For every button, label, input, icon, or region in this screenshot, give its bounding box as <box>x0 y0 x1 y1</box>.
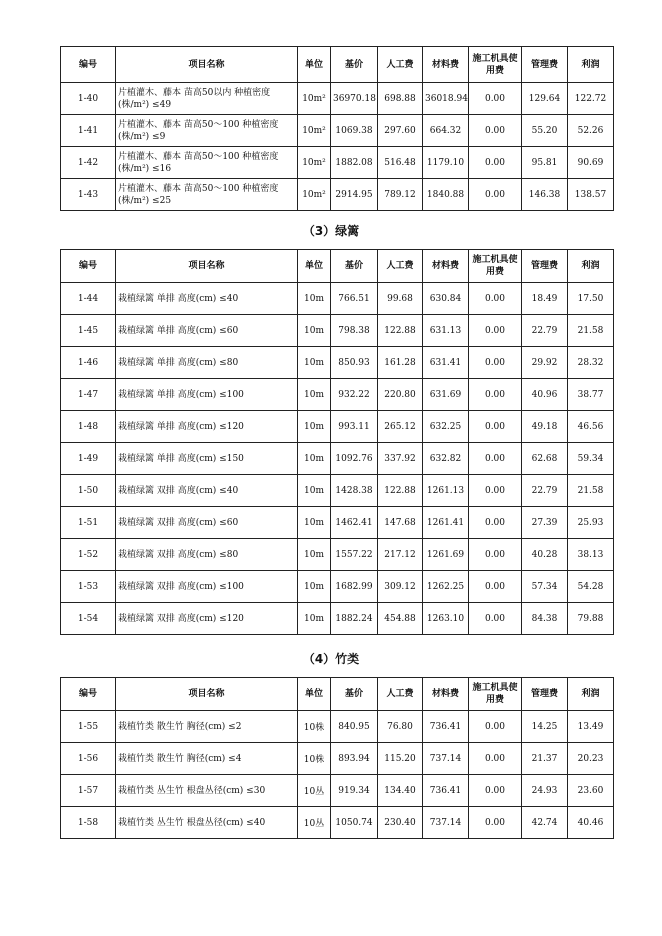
table-body <box>61 83 614 211</box>
cell-labor-cost: 147.68 <box>378 507 423 539</box>
header-code: 编号 <box>61 678 116 711</box>
cell-base-price: 1050.74 <box>331 807 378 839</box>
header-labor-cost: 人工费 <box>378 47 423 83</box>
cell-code: 1-48 <box>61 411 116 443</box>
header-machinery-cost: 施工机具使用费 <box>469 250 522 283</box>
cell-code: 1-43 <box>61 179 116 211</box>
cell-code: 1-40 <box>61 83 116 115</box>
cell-code: 1-58 <box>61 807 116 839</box>
cell-item-name: 栽植竹类 散生竹 胸径(cm) ≤2 <box>116 711 298 743</box>
cell-machinery-cost: 0.00 <box>469 83 522 115</box>
cell-material-cost: 1840.88 <box>423 179 469 211</box>
cell-machinery-cost: 0.00 <box>469 507 522 539</box>
table-row <box>61 347 614 379</box>
cell-code: 1-47 <box>61 379 116 411</box>
cell-labor-cost: 309.12 <box>378 571 423 603</box>
table-row <box>61 83 614 115</box>
cell-unit: 10m <box>298 443 331 475</box>
cell-base-price: 932.22 <box>331 379 378 411</box>
table-row <box>61 807 614 839</box>
cell-code: 1-45 <box>61 315 116 347</box>
cell-base-price: 1882.08 <box>331 147 378 179</box>
table-row <box>61 379 614 411</box>
cell-code: 1-46 <box>61 347 116 379</box>
cell-item-name: 栽植竹类 散生竹 胸径(cm) ≤4 <box>116 743 298 775</box>
cell-profit: 20.23 <box>568 743 614 775</box>
cell-labor-cost: 122.88 <box>378 315 423 347</box>
cell-profit: 23.60 <box>568 775 614 807</box>
cell-labor-cost: 516.48 <box>378 147 423 179</box>
header-row <box>61 250 614 283</box>
table-row <box>61 743 614 775</box>
cell-machinery-cost: 0.00 <box>469 283 522 315</box>
cell-machinery-cost: 0.00 <box>469 379 522 411</box>
cell-code: 1-41 <box>61 115 116 147</box>
cell-item-name: 栽植绿篱 双排 高度(cm) ≤100 <box>116 571 298 603</box>
cell-labor-cost: 76.80 <box>378 711 423 743</box>
cell-management-fee: 55.20 <box>522 115 568 147</box>
cell-item-name: 栽植绿篱 单排 高度(cm) ≤40 <box>116 283 298 315</box>
cell-labor-cost: 115.20 <box>378 743 423 775</box>
header-unit: 单位 <box>298 47 331 83</box>
quota-table-shrubs <box>60 46 614 211</box>
header-unit: 单位 <box>298 250 331 283</box>
cell-machinery-cost: 0.00 <box>469 711 522 743</box>
cell-management-fee: 129.64 <box>522 83 568 115</box>
cell-machinery-cost: 0.00 <box>469 179 522 211</box>
cell-unit: 10m <box>298 507 331 539</box>
quota-table-bamboo <box>60 677 614 839</box>
cell-unit: 10m <box>298 379 331 411</box>
cell-management-fee: 27.39 <box>522 507 568 539</box>
cell-profit: 52.26 <box>568 115 614 147</box>
cell-code: 1-50 <box>61 475 116 507</box>
cell-profit: 28.32 <box>568 347 614 379</box>
cell-base-price: 798.38 <box>331 315 378 347</box>
cell-profit: 25.93 <box>568 507 614 539</box>
header-unit: 单位 <box>298 678 331 711</box>
cell-unit: 10m <box>298 603 331 635</box>
table-row <box>61 603 614 635</box>
header-material-cost: 材料费 <box>423 47 469 83</box>
cell-labor-cost: 99.68 <box>378 283 423 315</box>
header-management-fee: 管理费 <box>522 678 568 711</box>
cell-code: 1-42 <box>61 147 116 179</box>
cell-base-price: 36970.18 <box>331 83 378 115</box>
cell-labor-cost: 698.88 <box>378 83 423 115</box>
cell-material-cost: 664.32 <box>423 115 469 147</box>
table-row <box>61 179 614 211</box>
header-row <box>61 678 614 711</box>
header-management-fee: 管理费 <box>522 47 568 83</box>
cell-code: 1-51 <box>61 507 116 539</box>
table-row <box>61 539 614 571</box>
cell-labor-cost: 789.12 <box>378 179 423 211</box>
cell-labor-cost: 454.88 <box>378 603 423 635</box>
cell-labor-cost: 265.12 <box>378 411 423 443</box>
cell-management-fee: 95.81 <box>522 147 568 179</box>
cell-management-fee: 62.68 <box>522 443 568 475</box>
cell-unit: 10m² <box>298 83 331 115</box>
cell-item-name: 栽植绿篱 单排 高度(cm) ≤80 <box>116 347 298 379</box>
cell-material-cost: 1263.10 <box>423 603 469 635</box>
cell-machinery-cost: 0.00 <box>469 807 522 839</box>
cell-unit: 10株 <box>298 711 331 743</box>
header-base-price: 基价 <box>331 678 378 711</box>
cell-profit: 122.72 <box>568 83 614 115</box>
table-row <box>61 147 614 179</box>
cell-labor-cost: 230.40 <box>378 807 423 839</box>
cell-code: 1-44 <box>61 283 116 315</box>
cell-item-name: 栽植竹类 丛生竹 根盘丛径(cm) ≤40 <box>116 807 298 839</box>
cell-management-fee: 22.79 <box>522 475 568 507</box>
header-base-price: 基价 <box>331 250 378 283</box>
cell-base-price: 1462.41 <box>331 507 378 539</box>
cell-item-name: 栽植绿篱 双排 高度(cm) ≤120 <box>116 603 298 635</box>
cell-machinery-cost: 0.00 <box>469 571 522 603</box>
table-row <box>61 507 614 539</box>
header-item-name: 项目名称 <box>116 678 298 711</box>
cell-management-fee: 22.79 <box>522 315 568 347</box>
table-row <box>61 475 614 507</box>
cell-item-name: 栽植绿篱 单排 高度(cm) ≤150 <box>116 443 298 475</box>
cell-material-cost: 631.41 <box>423 347 469 379</box>
header-code: 编号 <box>61 250 116 283</box>
header-item-name: 项目名称 <box>116 47 298 83</box>
cell-machinery-cost: 0.00 <box>469 115 522 147</box>
cell-material-cost: 632.25 <box>423 411 469 443</box>
cell-management-fee: 29.92 <box>522 347 568 379</box>
cell-material-cost: 736.41 <box>423 775 469 807</box>
header-profit: 利润 <box>568 678 614 711</box>
cell-profit: 21.58 <box>568 315 614 347</box>
cell-profit: 21.58 <box>568 475 614 507</box>
section-title-bamboo: （4）竹类 <box>302 652 360 666</box>
cell-machinery-cost: 0.00 <box>469 147 522 179</box>
cell-material-cost: 736.41 <box>423 711 469 743</box>
cell-base-price: 1428.38 <box>331 475 378 507</box>
cell-labor-cost: 161.28 <box>378 347 423 379</box>
cell-unit: 10m <box>298 475 331 507</box>
cell-unit: 10m <box>298 539 331 571</box>
cell-base-price: 1069.38 <box>331 115 378 147</box>
cell-base-price: 1682.99 <box>331 571 378 603</box>
cell-material-cost: 1262.25 <box>423 571 469 603</box>
cell-unit: 10m² <box>298 179 331 211</box>
cell-base-price: 1092.76 <box>331 443 378 475</box>
cell-profit: 90.69 <box>568 147 614 179</box>
cell-profit: 40.46 <box>568 807 614 839</box>
cell-unit: 10m² <box>298 115 331 147</box>
cell-item-name: 栽植竹类 丛生竹 根盘丛径(cm) ≤30 <box>116 775 298 807</box>
header-row <box>61 47 614 83</box>
cell-material-cost: 1261.13 <box>423 475 469 507</box>
cell-machinery-cost: 0.00 <box>469 603 522 635</box>
cell-code: 1-57 <box>61 775 116 807</box>
cell-labor-cost: 297.60 <box>378 115 423 147</box>
cell-labor-cost: 220.80 <box>378 379 423 411</box>
cell-material-cost: 737.14 <box>423 807 469 839</box>
cell-labor-cost: 337.92 <box>378 443 423 475</box>
cell-base-price: 2914.95 <box>331 179 378 211</box>
cell-machinery-cost: 0.00 <box>469 347 522 379</box>
cell-machinery-cost: 0.00 <box>469 743 522 775</box>
cell-management-fee: 18.49 <box>522 283 568 315</box>
cell-unit: 10m <box>298 347 331 379</box>
cell-code: 1-56 <box>61 743 116 775</box>
cell-unit: 10m² <box>298 147 331 179</box>
cell-base-price: 1557.22 <box>331 539 378 571</box>
cell-labor-cost: 122.88 <box>378 475 423 507</box>
cell-material-cost: 631.69 <box>423 379 469 411</box>
table-header <box>61 250 614 283</box>
table-row <box>61 315 614 347</box>
cell-management-fee: 146.38 <box>522 179 568 211</box>
cell-unit: 10丛 <box>298 807 331 839</box>
cell-management-fee: 40.28 <box>522 539 568 571</box>
cell-base-price: 766.51 <box>331 283 378 315</box>
table-header <box>61 678 614 711</box>
cell-item-name: 片植灌木、藤本 苗高50以内 种植密度(株/m²) ≤49 <box>116 83 298 115</box>
cell-management-fee: 21.37 <box>522 743 568 775</box>
header-material-cost: 材料费 <box>423 678 469 711</box>
cell-profit: 54.28 <box>568 571 614 603</box>
cell-material-cost: 630.84 <box>423 283 469 315</box>
cell-profit: 38.13 <box>568 539 614 571</box>
cell-machinery-cost: 0.00 <box>469 443 522 475</box>
cell-machinery-cost: 0.00 <box>469 411 522 443</box>
cell-machinery-cost: 0.00 <box>469 475 522 507</box>
table-row <box>61 443 614 475</box>
table-row <box>61 711 614 743</box>
header-code: 编号 <box>61 47 116 83</box>
table-row <box>61 571 614 603</box>
cell-item-name: 栽植绿篱 双排 高度(cm) ≤60 <box>116 507 298 539</box>
header-profit: 利润 <box>568 250 614 283</box>
cell-management-fee: 57.34 <box>522 571 568 603</box>
cell-profit: 59.34 <box>568 443 614 475</box>
table-row <box>61 115 614 147</box>
cell-profit: 46.56 <box>568 411 614 443</box>
cell-profit: 38.77 <box>568 379 614 411</box>
cell-item-name: 片植灌木、藤本 苗高50～100 种植密度(株/m²) ≤25 <box>116 179 298 211</box>
table-body <box>61 711 614 839</box>
cell-code: 1-54 <box>61 603 116 635</box>
cell-profit: 17.50 <box>568 283 614 315</box>
cell-management-fee: 14.25 <box>522 711 568 743</box>
table-header <box>61 47 614 83</box>
cell-item-name: 栽植绿篱 双排 高度(cm) ≤80 <box>116 539 298 571</box>
header-labor-cost: 人工费 <box>378 250 423 283</box>
header-machinery-cost: 施工机具使用费 <box>469 678 522 711</box>
cell-code: 1-55 <box>61 711 116 743</box>
cell-base-price: 850.93 <box>331 347 378 379</box>
cell-material-cost: 1179.10 <box>423 147 469 179</box>
section-title-hedges: （3）绿篱 <box>302 224 360 238</box>
cell-material-cost: 1261.69 <box>423 539 469 571</box>
cell-labor-cost: 134.40 <box>378 775 423 807</box>
header-item-name: 项目名称 <box>116 250 298 283</box>
cell-machinery-cost: 0.00 <box>469 315 522 347</box>
cell-unit: 10m <box>298 571 331 603</box>
header-base-price: 基价 <box>331 47 378 83</box>
cell-item-name: 栽植绿篱 双排 高度(cm) ≤40 <box>116 475 298 507</box>
cell-material-cost: 632.82 <box>423 443 469 475</box>
cell-management-fee: 84.38 <box>522 603 568 635</box>
cell-management-fee: 49.18 <box>522 411 568 443</box>
cell-base-price: 893.94 <box>331 743 378 775</box>
cell-material-cost: 737.14 <box>423 743 469 775</box>
cell-material-cost: 631.13 <box>423 315 469 347</box>
cell-profit: 79.88 <box>568 603 614 635</box>
table-row <box>61 775 614 807</box>
cell-base-price: 1882.24 <box>331 603 378 635</box>
cell-machinery-cost: 0.00 <box>469 775 522 807</box>
cell-unit: 10m <box>298 315 331 347</box>
header-management-fee: 管理费 <box>522 250 568 283</box>
cell-machinery-cost: 0.00 <box>469 539 522 571</box>
cell-management-fee: 40.96 <box>522 379 568 411</box>
quota-table-hedges <box>60 249 614 635</box>
cell-base-price: 919.34 <box>331 775 378 807</box>
cell-item-name: 栽植绿篱 单排 高度(cm) ≤60 <box>116 315 298 347</box>
cell-base-price: 840.95 <box>331 711 378 743</box>
cell-management-fee: 24.93 <box>522 775 568 807</box>
header-profit: 利润 <box>568 47 614 83</box>
header-labor-cost: 人工费 <box>378 678 423 711</box>
cell-item-name: 栽植绿篱 单排 高度(cm) ≤120 <box>116 411 298 443</box>
table-row <box>61 283 614 315</box>
cell-material-cost: 1261.41 <box>423 507 469 539</box>
cell-base-price: 993.11 <box>331 411 378 443</box>
cell-unit: 10丛 <box>298 775 331 807</box>
cell-profit: 138.57 <box>568 179 614 211</box>
cell-item-name: 片植灌木、藤本 苗高50～100 种植密度(株/m²) ≤9 <box>116 115 298 147</box>
cell-unit: 10m <box>298 283 331 315</box>
cell-item-name: 栽植绿篱 单排 高度(cm) ≤100 <box>116 379 298 411</box>
cell-code: 1-53 <box>61 571 116 603</box>
cell-item-name: 片植灌木、藤本 苗高50～100 种植密度(株/m²) ≤16 <box>116 147 298 179</box>
header-material-cost: 材料费 <box>423 250 469 283</box>
cell-profit: 13.49 <box>568 711 614 743</box>
header-machinery-cost: 施工机具使用费 <box>469 47 522 83</box>
table-row <box>61 411 614 443</box>
cell-code: 1-52 <box>61 539 116 571</box>
cell-management-fee: 42.74 <box>522 807 568 839</box>
cell-code: 1-49 <box>61 443 116 475</box>
cell-material-cost: 36018.94 <box>423 83 469 115</box>
cell-unit: 10株 <box>298 743 331 775</box>
cell-labor-cost: 217.12 <box>378 539 423 571</box>
cell-unit: 10m <box>298 411 331 443</box>
table-body <box>61 283 614 635</box>
